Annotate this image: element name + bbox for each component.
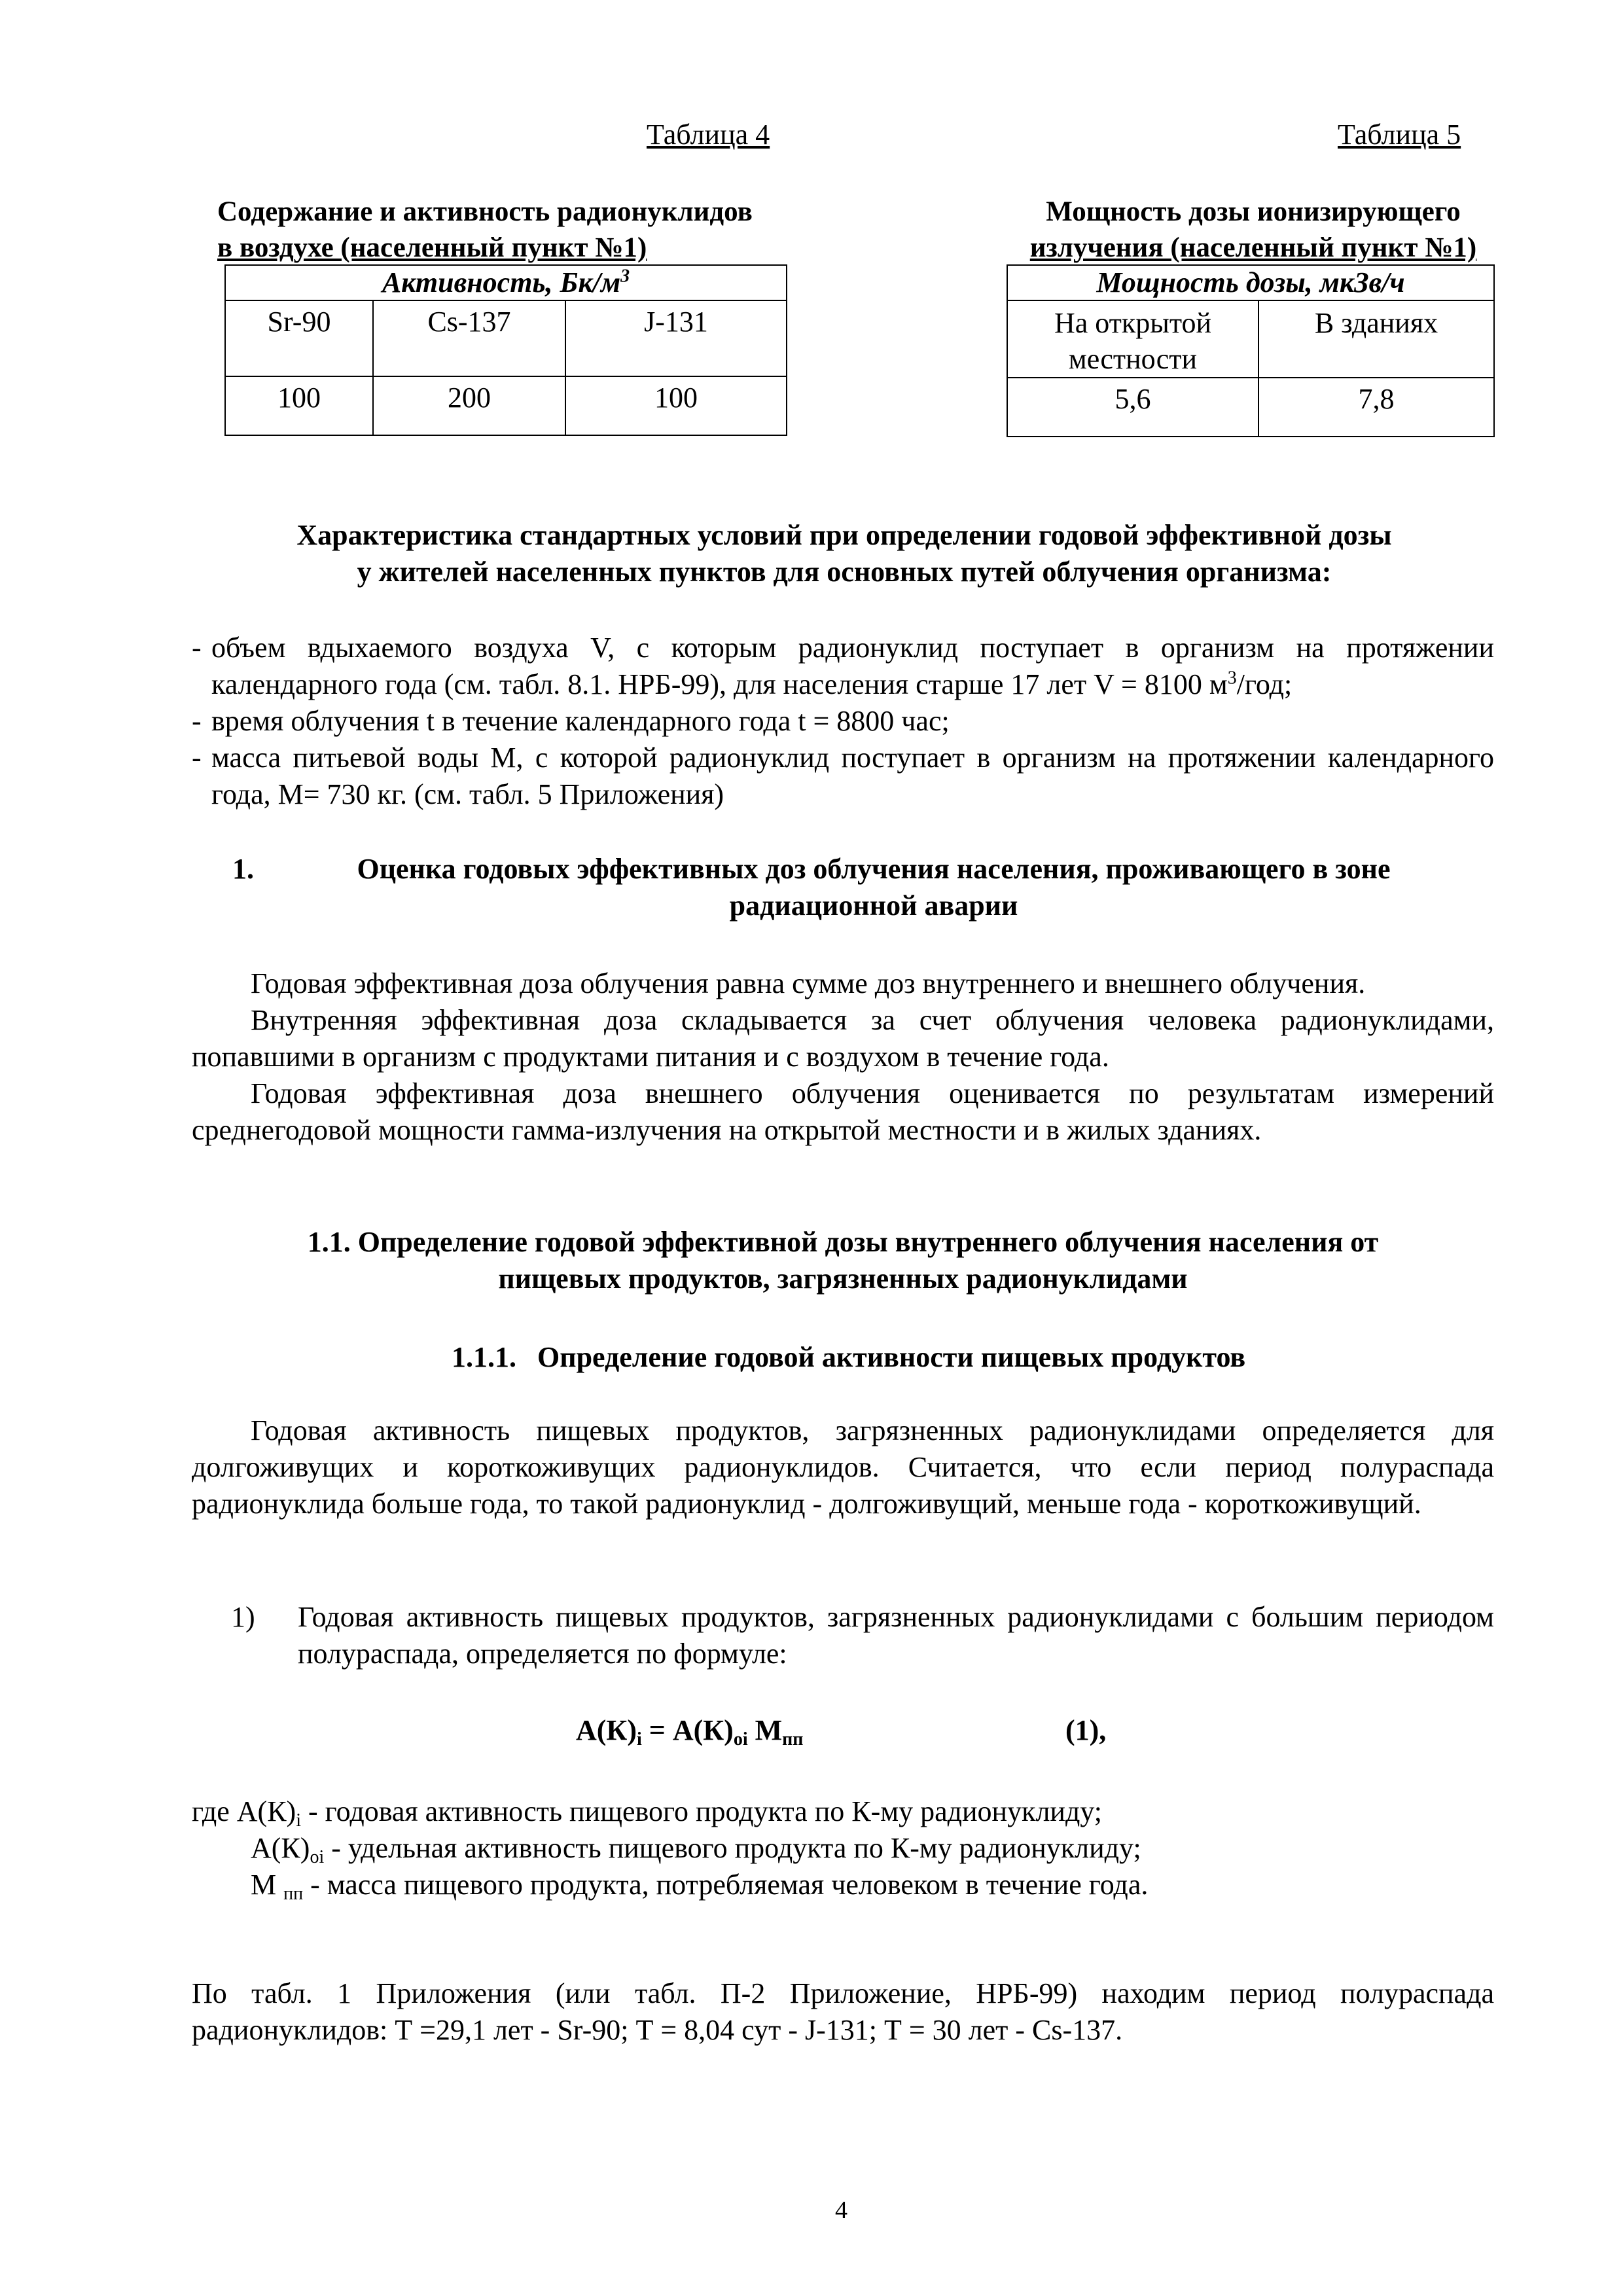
table4 xyxy=(224,264,787,436)
table4-unit-header: Активность, $Бк/м^3$ xyxy=(225,265,787,300)
standard-conditions-heading-line2: у жителей населенных пунктов для основных путей облучения организма: xyxy=(357,556,1332,588)
list-marker: 1) xyxy=(231,1601,255,1633)
table4-val-sr90: 100 xyxy=(225,376,373,435)
where-line-3: М $_{пп}$ - масса пищевого продукта, потребляемая человеком в течение года. xyxy=(251,1869,1149,1904)
table5-title-line2: излучения (населенный пункт №1) xyxy=(1029,232,1477,263)
table5-col-buildings: В зданиях xyxy=(1258,300,1494,378)
section1-1-heading-line2: пищевых продуктов, загрязненных радионуклидами xyxy=(498,1263,1188,1295)
formula: $А(К)_i = А(К)_{oi}$ $М_{пп}$ xyxy=(576,1714,804,1749)
table5-caption: Таблица 5 xyxy=(1338,118,1461,151)
table5-val-buildings: 7,8 xyxy=(1258,378,1494,437)
section1-heading-line1: Оценка годовых эффективных доз облучения населения, проживающего в зоне xyxy=(357,853,1391,885)
page-number: 4 xyxy=(835,2197,847,2224)
list-item: - объем вдыхаемого воздуха V, с которым радионуклид поступает в организм на протяжении календарного года (см. табл. 8.1. НРБ-99), для населения старше 17 лет V = 8100 $м^3$/год; xyxy=(192,632,1494,700)
section1-1-1-number: 1.1.1. xyxy=(452,1341,516,1373)
table5-title-line1: Мощность дозы ионизирующего xyxy=(1046,196,1461,227)
section1-para2: Внутренняя эффективная доза складывается за счет облучения человека радионуклидами, попавшими в организм с продуктами питания и с воздухом в течение года. xyxy=(192,1004,1494,1073)
halflife-paragraph: По табл. 1 Приложения (или табл. П-2 Приложение, НРБ-99) находим период полураспада радионуклидов: Т =29,1 лет - Sr-90; Т = 8,04 сут - J-131; Т = 30 лет - Cs-137. xyxy=(192,1977,1494,2046)
table4-col-cs137: Cs-137 xyxy=(373,300,565,376)
where-line-2: $А(К)_{oi}$ - удельная активность пищевого продукта по К-му радионуклиду; xyxy=(251,1832,1141,1867)
table4-val-cs137: 200 xyxy=(373,376,565,435)
section1-heading xyxy=(232,851,1515,924)
table4-title-line1: Содержание и активность радионуклидов xyxy=(217,196,753,227)
table5-unit-header: Мощность дозы, мкЗв/ч xyxy=(1007,265,1494,300)
formula-number: (1), xyxy=(1065,1714,1107,1746)
standard-conditions-list xyxy=(192,630,1494,813)
list-text: Годовая активность пищевых продуктов, загрязненных радионуклидами с большим периодом полураспада, определяется по формуле: xyxy=(298,1601,1494,1670)
section1-heading-line2: радиационной аварии xyxy=(729,889,1018,922)
section1-para1: Годовая эффективная доза облучения равна сумме доз внутреннего и внешнего облучения. xyxy=(251,967,1366,999)
table4-title-line2: в воздухе (населенный пункт №1) xyxy=(217,232,647,263)
section1-number: 1. xyxy=(232,853,254,885)
list-item: - масса питьевой воды М, с которой радионуклид поступает в организм на протяжении календарного года, М= 730 кг. (см. табл. 5 Приложения) xyxy=(192,742,1494,810)
table4-col-j131: J-131 xyxy=(565,300,787,376)
standard-conditions-heading-line1: Характеристика стандартных условий при определении годовой эффективной дозы xyxy=(296,519,1392,551)
table4-col-sr90: Sr-90 xyxy=(225,300,373,376)
table5 xyxy=(1007,264,1495,437)
where-line-1: где $А(К)_i$ - годовая активность пищевого продукта по К-му радионуклиду; xyxy=(192,1795,1103,1831)
section1-1-1-title: Определение годовой активности пищевых продуктов xyxy=(537,1341,1246,1373)
section1-1-1-heading xyxy=(452,1339,1245,1376)
list-item: - время облучения t в течение календарного года t = 8800 час; xyxy=(192,705,950,737)
section1-body xyxy=(192,965,1494,1149)
table4-title xyxy=(217,194,753,266)
table5-col-open-area: На открытой местности xyxy=(1007,300,1258,378)
standard-conditions-heading xyxy=(196,517,1492,590)
table5-val-open-area: 5,6 xyxy=(1007,378,1258,437)
section1-1-heading-line1: 1.1. Определение годовой эффективной дозы внутреннего облучения населения от xyxy=(307,1226,1379,1258)
section1-1-heading xyxy=(192,1224,1494,1297)
table4-caption: Таблица 4 xyxy=(647,118,770,151)
numbered-list-item xyxy=(231,1599,1494,1672)
section1-1-1-para: Годовая активность пищевых продуктов, загрязненных радионуклидами определяется для долгоживущих и короткоживущих радионуклидов. Считается, что если период полураспада радионуклида больше года, то такой радионуклид - долгоживущий, меньше года - короткоживущий. xyxy=(192,1414,1494,1520)
section1-para3: Годовая эффективная доза внешнего облучения оценивается по результатам измерений среднегодовой мощности гамма-излучения на открытой местности и в жилых зданиях. xyxy=(192,1077,1494,1146)
table5-title xyxy=(995,194,1512,266)
table4-val-j131: 100 xyxy=(565,376,787,435)
